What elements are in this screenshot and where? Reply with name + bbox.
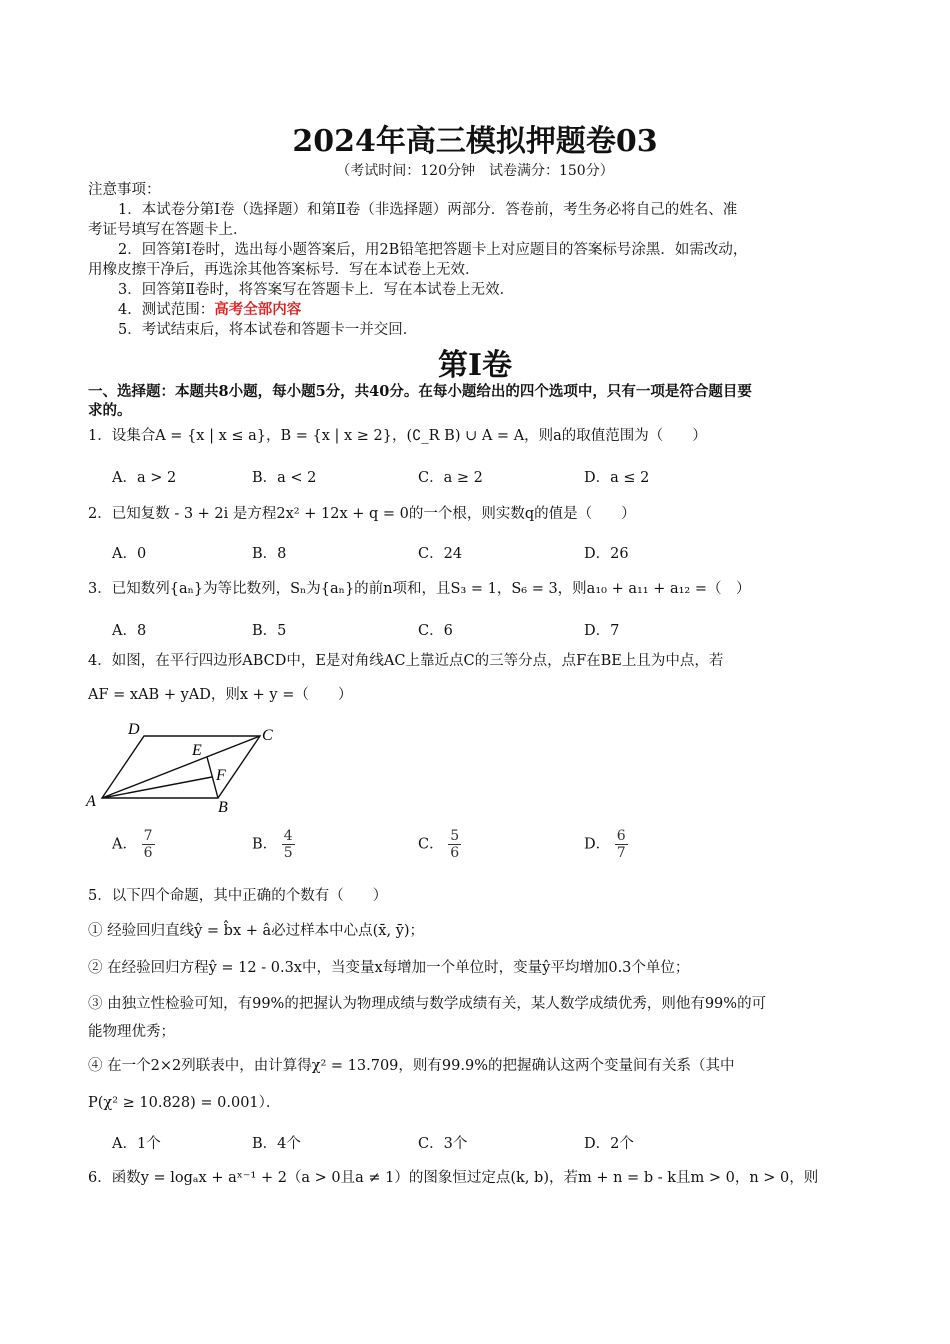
q4-option-b: [252, 828, 295, 861]
label-a: A: [86, 793, 96, 810]
q4-stem-b: AF = xAB + yAD，则x + y =（ ）: [88, 687, 353, 703]
q5-stem: 5．以下四个命题，其中正确的个数有（ ）: [88, 888, 388, 904]
q1-option-c: C．a ≥ 2: [418, 470, 483, 486]
label-e: E: [192, 742, 202, 759]
q2-option-a: A．0: [112, 546, 147, 562]
notice-item-4-prefix: 4．测试范围：: [118, 302, 215, 318]
exam-subtitle: （考试时间：120分钟 试卷满分：150分）: [336, 163, 614, 179]
q5-proposition-3a: ③ 由独立性检验可知，有99%的把握认为物理成绩与数学成绩有关，某人数学成绩优秀，则他有99%的可: [88, 996, 767, 1012]
q3-option-b: B．5: [252, 623, 287, 639]
label-f: F: [216, 767, 226, 784]
q2-option-b: B．8: [252, 546, 287, 562]
q5-proposition-2: ② 在经验回归方程ŷ = 12 - 0.3x中，当变量x每增加一个单位时，变量ŷ平均增加0.3个单位；: [88, 960, 690, 976]
q6-stem: 6．函数y = logₐx + aˣ⁻¹ + 2（a > 0且a ≠ 1）的图象恒过定点(k, b)，若m + n = b - k且m > 0，n > 0，则: [88, 1170, 819, 1186]
q4-option-a-den: 6: [143, 845, 153, 861]
notice-item-5: 5．考试结束后，将本试卷和答题卡一并交回．: [118, 322, 418, 338]
notice-item-4: [118, 300, 301, 320]
q4-stem-a: 4．如图，在平行四边形ABCD中，E是对角线AC上靠近点C的三等分点，点F在BE上且为中点，若: [88, 653, 724, 669]
q1-option-b: B．a < 2: [252, 470, 317, 486]
segment-af: [102, 777, 212, 798]
q4-option-a-num: 7: [143, 828, 153, 844]
q4-option-a-fraction: [142, 828, 155, 861]
q2-option-c: C．24: [418, 546, 463, 562]
q4-option-c-den: 6: [450, 845, 460, 861]
q3-option-d: D．7: [584, 623, 620, 639]
q3-stem: 3．已知数列{aₙ}为等比数列，Sₙ为{aₙ}的前n项和，且S₃ = 1，S₆ = 3，则a₁₀ + a₁₁ + a₁₂ =（ ）: [88, 581, 751, 597]
q1-option-d: D．a ≤ 2: [584, 470, 650, 486]
q3-option-a: A．8: [112, 623, 147, 639]
part1-instruction-b: 求的。: [88, 402, 132, 419]
test-scope: 高考全部内容: [214, 302, 302, 318]
q4-option-b-fraction: [282, 828, 295, 861]
q4-option-d-num: 6: [616, 828, 626, 844]
q4-option-c-fraction: [448, 828, 461, 861]
q4-option-c-num: 5: [450, 828, 460, 844]
q1-stem: 1．设集合A = {x | x ≤ a}，B = {x | x ≥ 2}，(∁_R B) ∪ A = A，则a的取值范围为（ ）: [88, 428, 707, 444]
q5-option-d: D．2个: [584, 1136, 634, 1152]
q4-option-c: [418, 828, 461, 861]
q5-proposition-4b: P(χ² ≥ 10.828) = 0.001）．: [88, 1095, 281, 1111]
q2-option-d: D．26: [584, 546, 629, 562]
q5-option-c: C．3个: [418, 1136, 468, 1152]
q4-option-d-den: 7: [616, 845, 626, 861]
label-d: D: [128, 721, 140, 738]
q4-option-c-label: C．: [418, 836, 444, 853]
q4-option-d-fraction: [615, 828, 628, 861]
q4-option-d: [584, 828, 628, 861]
parallelogram-figure: [84, 716, 284, 816]
notice-item-2b: 用橡皮擦干净后，再选涂其他答案标号．写在本试卷上无效．: [88, 262, 480, 278]
q5-option-a: A．1个: [112, 1136, 161, 1152]
q4-option-b-num: 4: [283, 828, 293, 844]
q4-option-a: [112, 828, 155, 861]
section-title: 第Ⅰ卷: [437, 348, 513, 383]
label-b: B: [218, 799, 228, 816]
q4-option-b-den: 5: [283, 845, 293, 861]
q5-proposition-3b: 能物理优秀；: [88, 1024, 175, 1040]
q5-option-b: B．4个: [252, 1136, 301, 1152]
exam-title: 2024年高三模拟押题卷03: [292, 124, 658, 159]
notice-item-1a: 1．本试卷分第Ⅰ卷（选择题）和第Ⅱ卷（非选择题）两部分．答卷前，考生务必将自己的姓名、准: [118, 202, 738, 218]
q2-stem: 2．已知复数 - 3 + 2i 是方程2x² + 12x + q = 0的一个根，则实数q的值是（ ）: [88, 506, 636, 522]
notice-item-1b: 考证号填写在答题卡上．: [88, 222, 248, 238]
label-c: C: [262, 727, 273, 744]
notice-heading: 注意事项：: [88, 182, 161, 198]
q5-proposition-4a: ④ 在一个2×2列联表中，由计算得χ² = 13.709，则有99.9%的把握确认这两个变量间有关系（其中: [88, 1058, 735, 1074]
q4-option-a-label: A．: [112, 836, 137, 853]
q5-proposition-1: ① 经验回归直线ŷ = b̂x + â必过样本中心点(x̄, ȳ)；: [88, 923, 425, 939]
q4-option-d-label: D．: [584, 836, 611, 853]
notice-item-3: 3．回答第Ⅱ卷时，将答案写在答题卡上．写在本试卷上无效．: [118, 282, 515, 298]
part1-instruction-a: 一、选择题：本题共8小题，每小题5分，共40分。在每小题给出的四个选项中，只有一项是符合题目要: [88, 383, 752, 400]
notice-item-2a: 2．回答第Ⅰ卷时，选出每小题答案后，用2B铅笔把答题卡上对应题目的答案标号涂黑．如需改动，: [118, 242, 748, 258]
q4-option-b-label: B．: [252, 836, 278, 853]
q1-option-a: A．a > 2: [112, 470, 177, 486]
q3-option-c: C．6: [418, 623, 453, 639]
diagonal-ac: [102, 736, 260, 798]
